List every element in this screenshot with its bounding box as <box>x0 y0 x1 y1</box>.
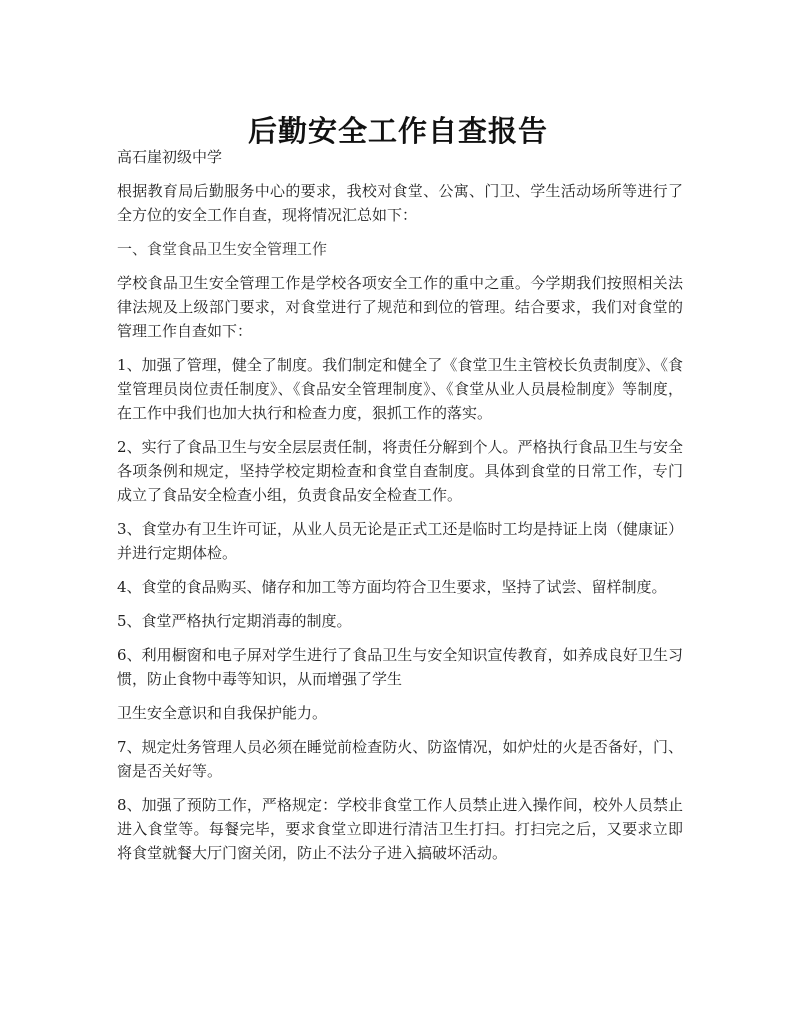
list-item: 2、实行了食品卫生与安全层层责任制，将责任分解到个人。严格执行食品卫生与安全各项条例和规定，坚持学校定期检查和食堂自查制度。具体到食堂的日常工作，专门成立了食品安全检查小组，负责食品安全检查工作。 <box>117 438 683 504</box>
document-title: 后勤安全工作自查报告 <box>247 114 548 149</box>
school-name: 高石崖初级中学 <box>117 148 223 166</box>
list-item: 3、食堂办有卫生许可证，从业人员无论是正式工还是临时工均是持证上岗（健康证）并进行定期体检。 <box>117 520 683 562</box>
intro-paragraph: 根据教育局后勤服务中心的要求，我校对食堂、公寓、门卫、学生活动场所等进行了全方位的安全工作自查，现将情况汇总如下： <box>117 182 683 224</box>
paragraph: 卫生安全意识和自我保护能力。 <box>117 704 328 722</box>
list-item: 6、利用橱窗和电子屏对学生进行了食品卫生与安全知识宣传教育，如养成良好卫生习惯，防止食物中毒等知识，从而增强了学生 <box>117 646 683 688</box>
list-item: 5、食堂严格执行定期消毒的制度。 <box>117 612 352 630</box>
document-body <box>117 145 683 875</box>
paragraph: 学校食品卫生安全管理工作是学校各项安全工作的重中之重。今学期我们按照相关法律法规及上级部门要求，对食堂进行了规范和到位的管理。结合要求，我们对食堂的管理工作自查如下： <box>117 274 683 340</box>
list-item: 8、加强了预防工作，严格规定：学校非食堂工作人员禁止进入操作间，校外人员禁止进入食堂等。每餐完毕，要求食堂立即进行清洁卫生打扫。打扫完之后，又要求立即将食堂就餐大厅门窗关闭，防止不法分子进入搞破坏活动。 <box>117 796 683 862</box>
list-item: 7、规定灶务管理人员必须在睡觉前检查防火、防盗情况，如炉灶的火是否备好，门、窗是否关好等。 <box>117 738 683 780</box>
section-heading-canteen: 一、食堂食品卫生安全管理工作 <box>117 240 328 258</box>
list-item: 1、加强了管理，健全了制度。我们制定和健全了《食堂卫生主管校长负责制度》、《食堂管理员岗位责任制度》、《食品安全管理制度》、《食堂从业人员晨检制度》等制度，在工作中我们也加大执行和检查力度，狠抓工作的落实。 <box>117 356 683 422</box>
list-item: 4、食堂的食品购买、储存和加工等方面均符合卫生要求，坚持了试尝、留样制度。 <box>117 578 667 596</box>
